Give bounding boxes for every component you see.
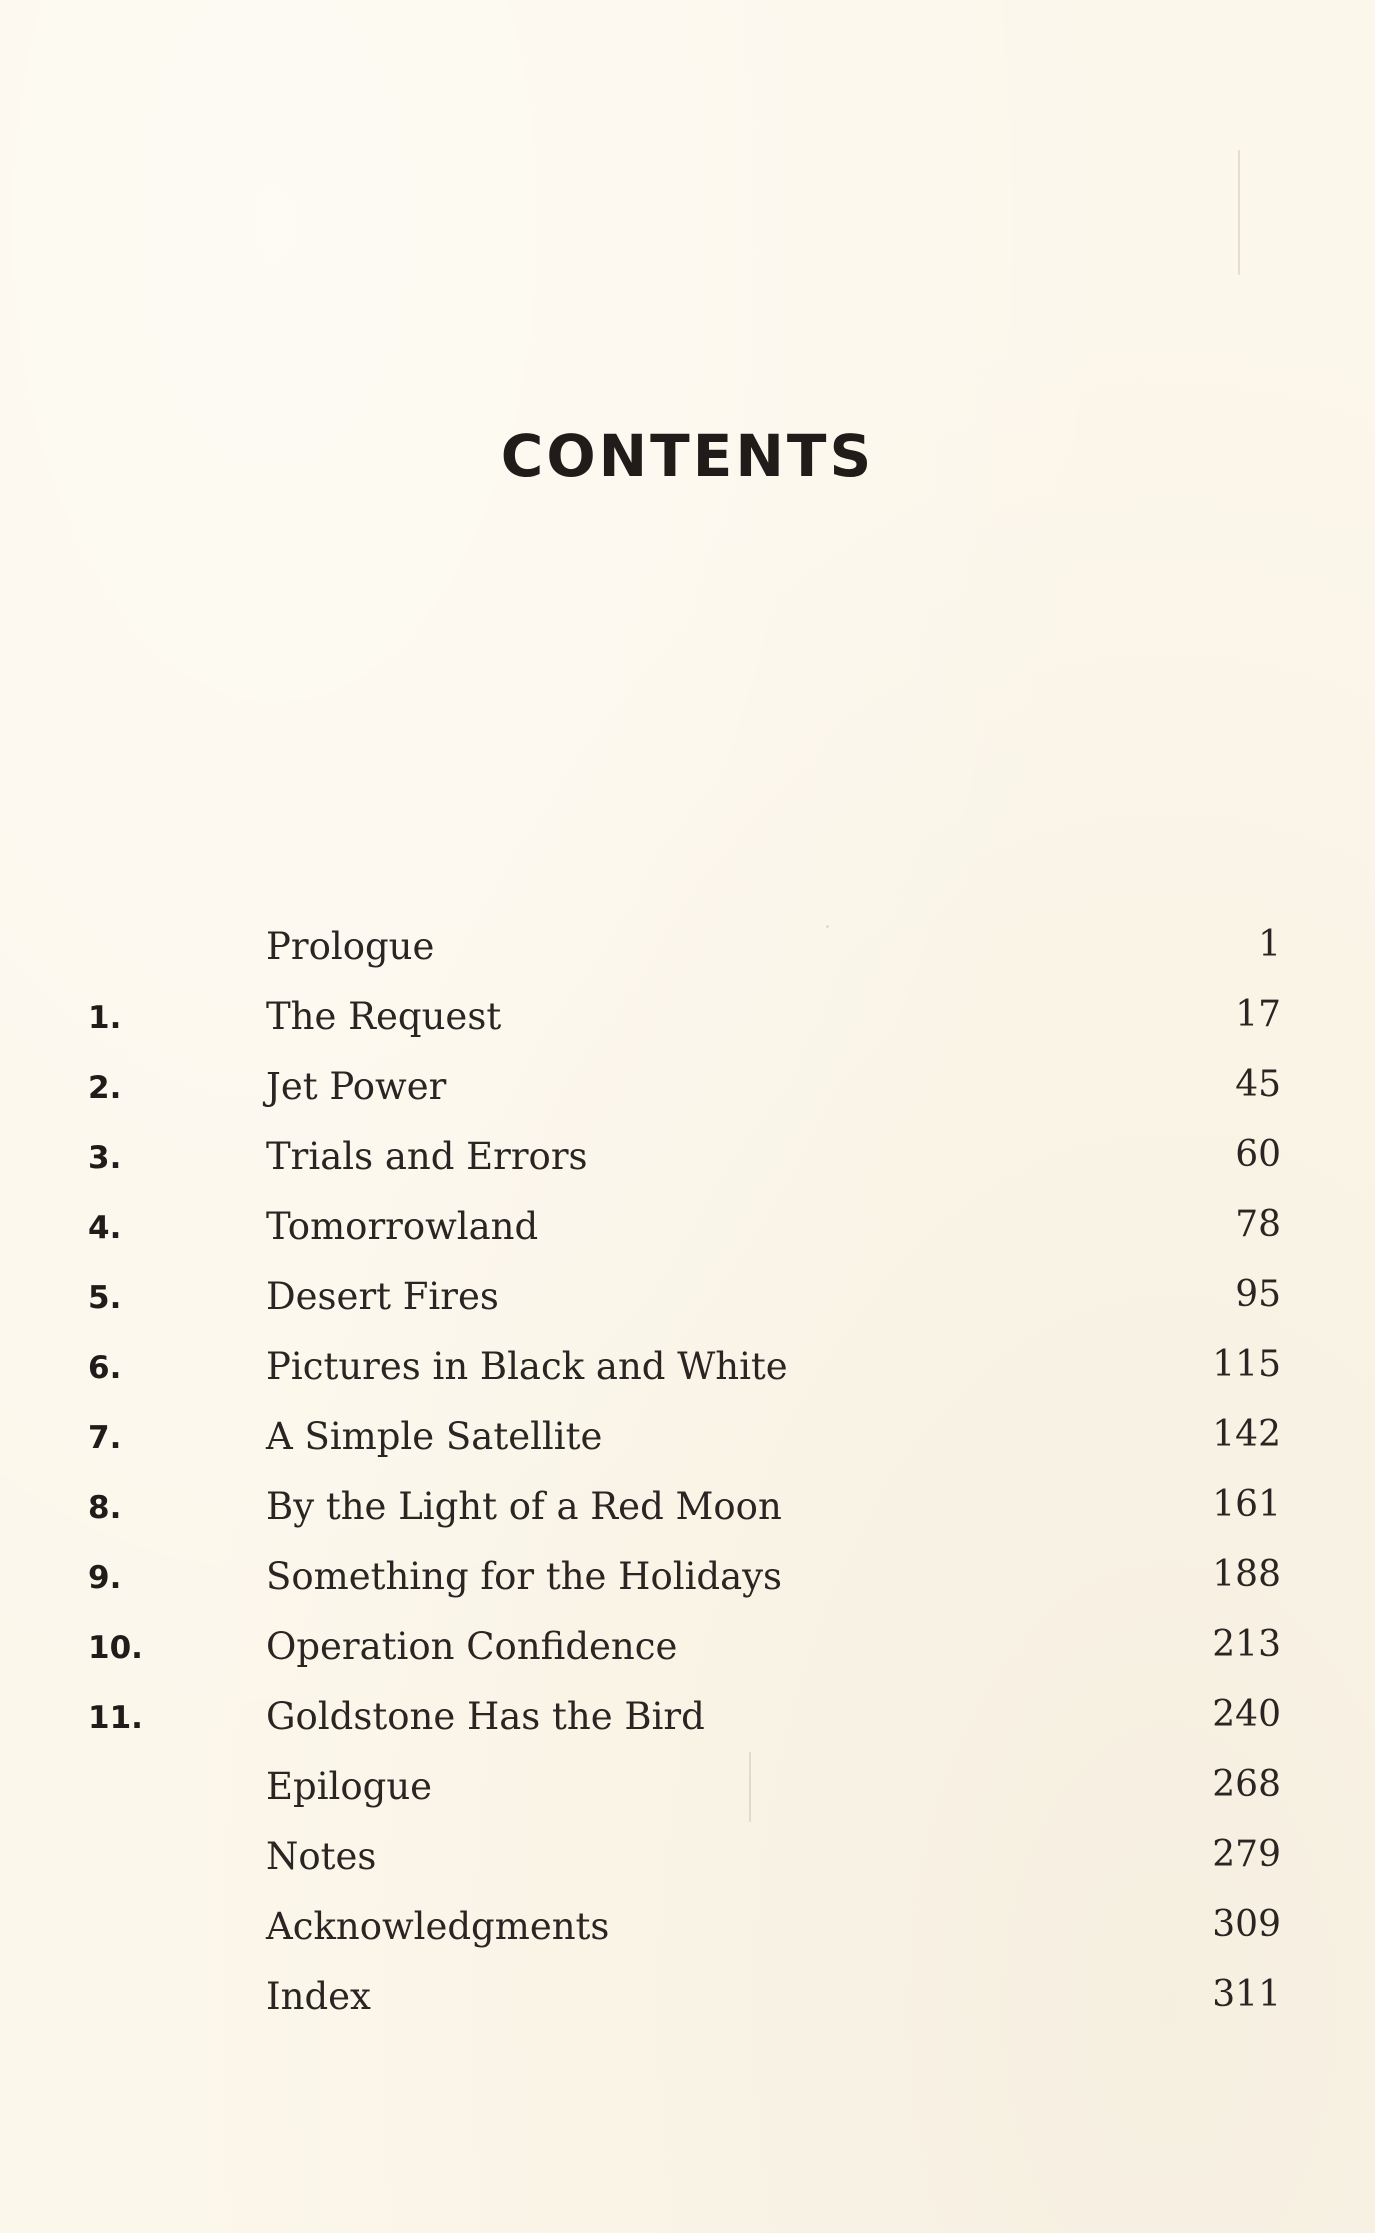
chapter-number: 8. <box>88 1490 122 1526</box>
toc-entry <box>0 1690 1375 1760</box>
paper-mark <box>1238 150 1240 275</box>
page-number: 188 <box>1212 1554 1281 1595</box>
chapter-title: Acknowledgments <box>266 1905 610 1948</box>
page-number: 1 <box>1258 924 1281 965</box>
chapter-title: Tomorrowland <box>266 1205 539 1248</box>
toc-entry <box>0 1480 1375 1550</box>
chapter-title: Index <box>266 1975 371 2018</box>
page-number: 213 <box>1212 1624 1281 1665</box>
toc-entry <box>0 1130 1375 1200</box>
toc-entry <box>0 1270 1375 1340</box>
page-number: 142 <box>1212 1414 1281 1455</box>
chapter-number: 6. <box>88 1350 122 1386</box>
page-number: 309 <box>1212 1904 1281 1945</box>
chapter-title: Something for the Holidays <box>266 1555 783 1598</box>
toc-entry <box>0 1550 1375 1620</box>
page-number: 95 <box>1235 1274 1281 1315</box>
chapter-title: By the Light of a Red Moon <box>266 1485 782 1528</box>
chapter-number: 9. <box>88 1560 122 1596</box>
page-number: 240 <box>1212 1694 1281 1735</box>
page-number: 45 <box>1235 1064 1281 1105</box>
chapter-number: 10. <box>88 1630 143 1666</box>
page-number: 311 <box>1212 1974 1281 2015</box>
chapter-title: A Simple Satellite <box>266 1415 603 1458</box>
chapter-title: Epilogue <box>266 1765 433 1808</box>
page-number: 115 <box>1212 1344 1281 1385</box>
toc-entry <box>0 990 1375 1060</box>
toc-entry <box>0 920 1375 990</box>
chapter-number: 11. <box>88 1700 143 1736</box>
toc-entry <box>0 1060 1375 1130</box>
toc-entry <box>0 1410 1375 1480</box>
toc-entry <box>0 1830 1375 1900</box>
chapter-title: Goldstone Has the Bird <box>266 1695 705 1738</box>
page-number: 161 <box>1212 1484 1281 1525</box>
chapter-title: Trials and Errors <box>266 1135 588 1178</box>
toc-entry <box>0 1620 1375 1690</box>
page-number: 268 <box>1212 1764 1281 1805</box>
page-number: 279 <box>1212 1834 1281 1875</box>
chapter-title: Jet Power <box>266 1065 447 1108</box>
chapter-number: 3. <box>88 1140 122 1176</box>
page-number: 60 <box>1235 1134 1281 1175</box>
toc-entry <box>0 1200 1375 1270</box>
chapter-number: 4. <box>88 1210 122 1246</box>
toc-entry <box>0 1760 1375 1830</box>
chapter-title: Desert Fires <box>266 1275 499 1318</box>
page-number: 17 <box>1235 994 1281 1035</box>
chapter-number: 2. <box>88 1070 122 1106</box>
toc-entry <box>0 1970 1375 2040</box>
chapter-title: Prologue <box>266 925 435 968</box>
table-of-contents <box>0 920 1375 2040</box>
toc-entry <box>0 1340 1375 1410</box>
toc-entry <box>0 1900 1375 1970</box>
chapter-number: 1. <box>88 1000 122 1036</box>
chapter-title: The Request <box>266 995 502 1038</box>
contents-heading: CONTENTS <box>500 421 875 490</box>
page-number: 78 <box>1235 1204 1281 1245</box>
chapter-title: Notes <box>266 1835 377 1878</box>
chapter-number: 7. <box>88 1420 122 1456</box>
chapter-title: Operation Confidence <box>266 1625 678 1668</box>
chapter-title: Pictures in Black and White <box>266 1345 788 1388</box>
chapter-number: 5. <box>88 1280 122 1316</box>
